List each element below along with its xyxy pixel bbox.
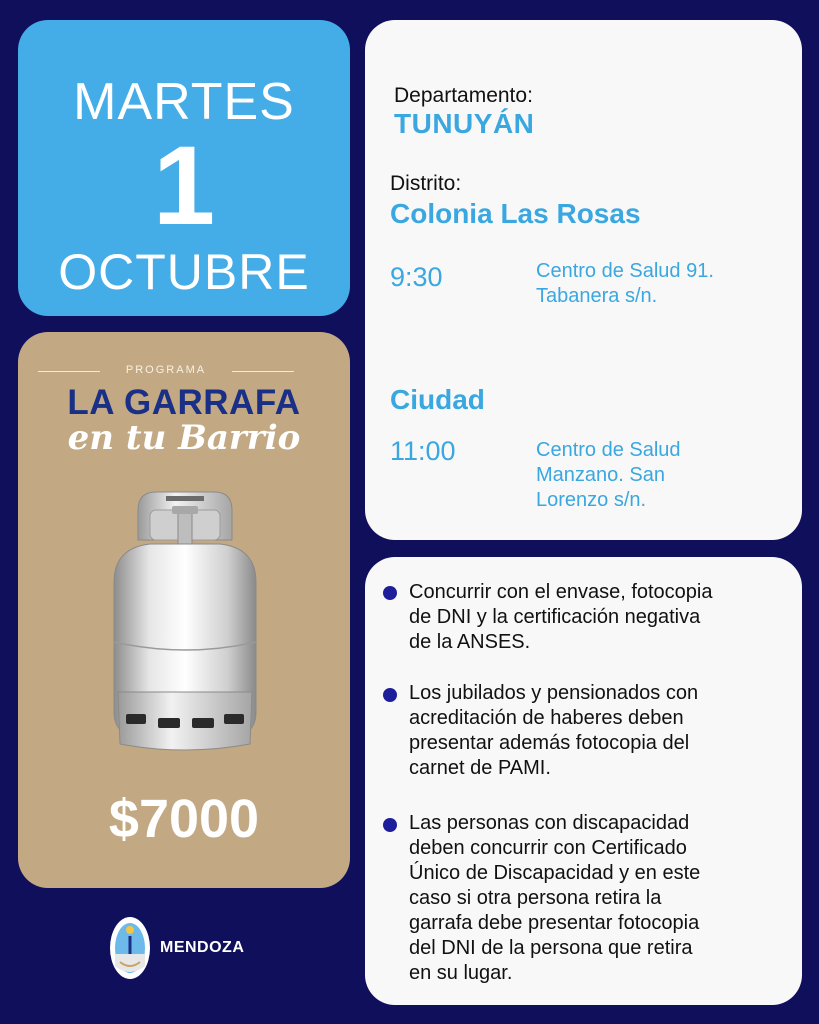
time: 9:30 bbox=[390, 262, 443, 292]
weekday: MARTES bbox=[73, 73, 295, 131]
requirement-line: de DNI y la certificación negativa bbox=[409, 606, 701, 628]
requirement-line: de la ANSES. bbox=[409, 631, 531, 653]
price: $7000 bbox=[108, 789, 260, 849]
bullet-icon bbox=[383, 688, 397, 702]
program-subtitle: en tu Barrio bbox=[67, 418, 301, 458]
program-title: LA GARRAFA bbox=[67, 383, 301, 422]
requirement-line: Único de Discapacidad y en este bbox=[409, 862, 701, 884]
requirement-line: Concurrir con el envase, fotocopia bbox=[409, 581, 713, 603]
address-line: Manzano. San bbox=[536, 464, 665, 486]
address-line: Tabanera s/n. bbox=[536, 285, 658, 307]
address-line: Lorenzo s/n. bbox=[536, 489, 647, 511]
requirement-item bbox=[409, 681, 769, 781]
department-label: Departamento: bbox=[394, 84, 533, 107]
requirement-line: Las personas con discapacidad bbox=[409, 812, 690, 834]
brand-name: MENDOZA bbox=[160, 939, 245, 956]
district-label: Distrito: bbox=[390, 172, 462, 195]
address bbox=[536, 259, 751, 309]
time: 11:00 bbox=[390, 436, 456, 466]
requirement-line: caso si otra persona retira la bbox=[409, 887, 662, 909]
day-number: 1 bbox=[152, 123, 216, 248]
requirement-line: del DNI de la persona que retira bbox=[409, 937, 693, 959]
district-name: Colonia Las Rosas bbox=[390, 198, 641, 229]
address-line: Centro de Salud 91. bbox=[536, 260, 714, 282]
bullet-icon bbox=[383, 818, 397, 832]
requirement-item bbox=[409, 811, 769, 986]
mendoza-seal-icon bbox=[106, 914, 154, 982]
requirement-line: garrafa debe presentar fotocopia bbox=[409, 912, 700, 934]
address-line: Centro de Salud bbox=[536, 439, 681, 461]
department-name: TUNUYÁN bbox=[394, 108, 535, 139]
gas-cylinder-icon bbox=[100, 482, 270, 772]
requirement-line: deben concurrir con Certificado bbox=[409, 837, 687, 859]
requirement-line: carnet de PAMI. bbox=[409, 757, 551, 779]
address bbox=[536, 438, 751, 513]
district-name: Ciudad bbox=[390, 384, 485, 415]
requirement-line: presentar además fotocopia del bbox=[409, 732, 690, 754]
date-card bbox=[18, 20, 350, 316]
program-label: PROGRAMA bbox=[125, 364, 207, 376]
program-label-row bbox=[38, 364, 294, 378]
requirement-item bbox=[409, 580, 769, 655]
month: OCTUBRE bbox=[58, 244, 310, 300]
divider bbox=[232, 371, 294, 372]
requirement-line: acreditación de haberes deben bbox=[409, 707, 684, 729]
requirement-line: Los jubilados y pensionados con bbox=[409, 682, 699, 704]
requirement-line: en su lugar. bbox=[409, 962, 513, 984]
bullet-icon bbox=[383, 586, 397, 600]
